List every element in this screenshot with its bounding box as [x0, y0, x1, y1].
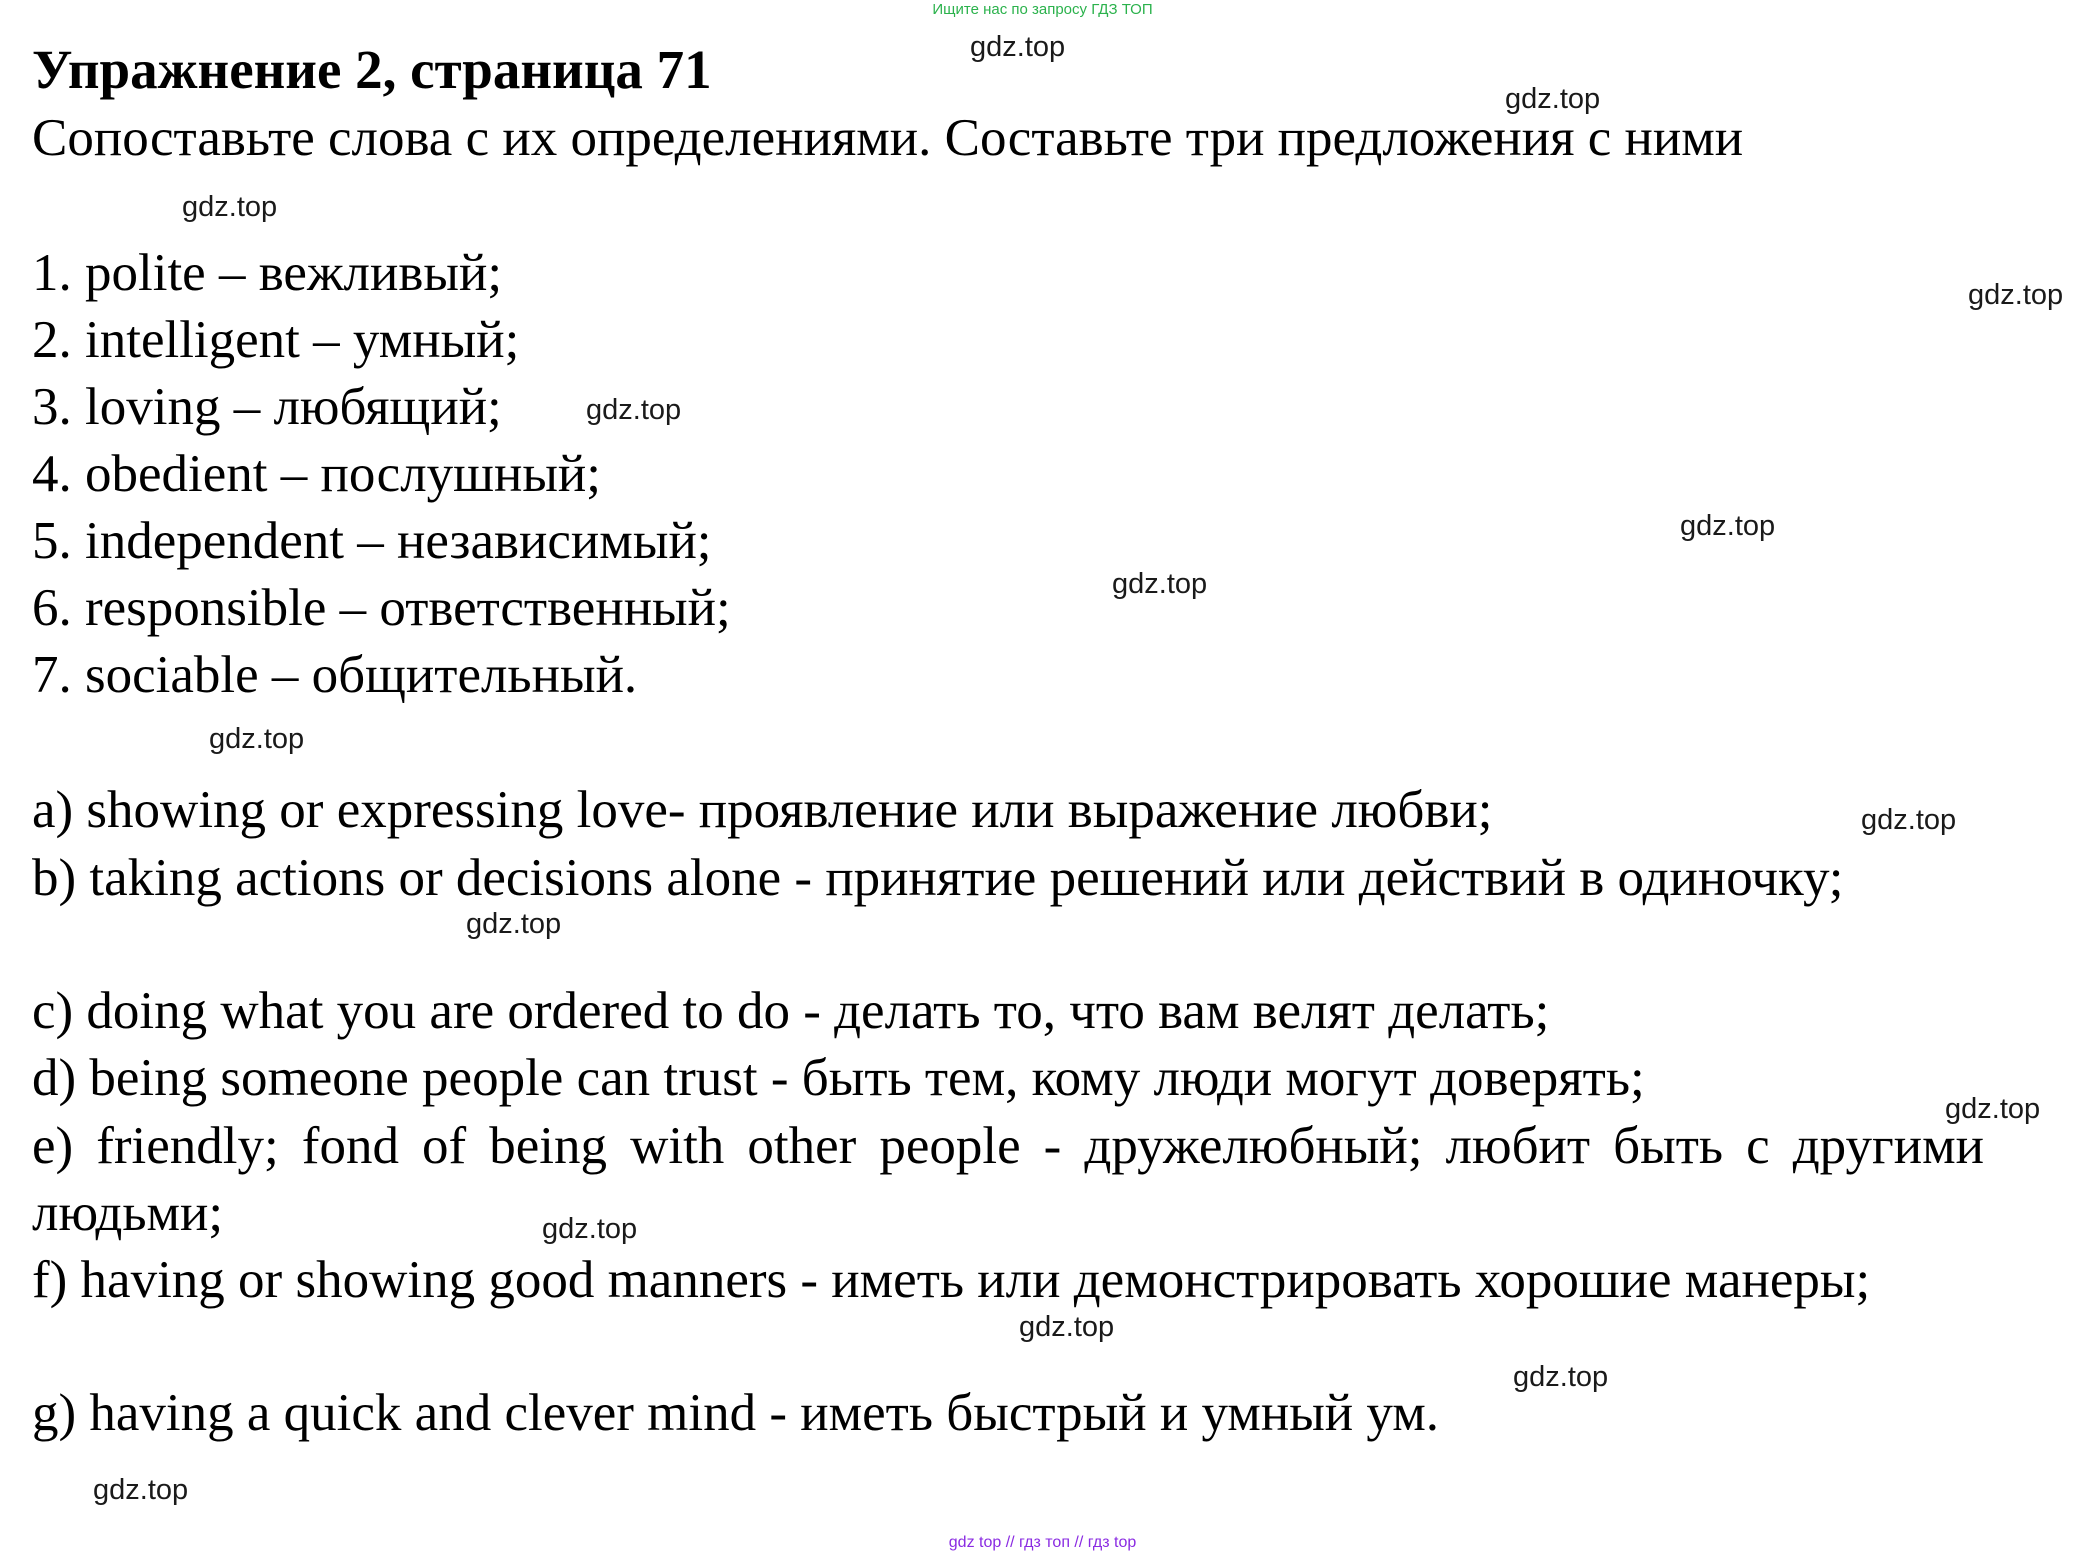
- word-item: 2. intelligent – умный;: [32, 311, 520, 369]
- watermark: gdz.top: [1019, 1311, 1115, 1343]
- watermark: gdz.top: [1945, 1093, 2041, 1125]
- definition-item: e) friendly; fond of being with other people - дружелюбный; любит быть с другими людьми;: [32, 1117, 1984, 1242]
- definition-item: f) having or showing good manners - иметь или демонстрировать хорошие манеры;: [32, 1251, 1871, 1309]
- watermark: gdz.top: [466, 908, 562, 940]
- watermark: gdz.top: [182, 191, 278, 223]
- watermark: gdz.top: [1968, 279, 2064, 311]
- exercise-instruction: Сопоставьте слова с их определениями. Составьте три предложения с ними: [32, 109, 1744, 167]
- definition-item: g) having a quick and clever mind - иметь быстрый и умный ум.: [32, 1384, 1440, 1442]
- definition-item: a) showing or expressing love- проявление или выражение любви;: [32, 781, 1493, 839]
- watermark: gdz.top: [1505, 83, 1601, 115]
- watermark: gdz.top: [1680, 510, 1776, 542]
- watermark: gdz.top: [1513, 1361, 1609, 1393]
- word-item: 6. responsible – ответственный;: [32, 579, 731, 637]
- word-item: 7. sociable – общительный.: [32, 646, 638, 704]
- watermark: gdz.top: [209, 723, 305, 755]
- footer-banner: gdz top // гдз топ // гдз top: [948, 1534, 1137, 1551]
- watermark: gdz.top: [542, 1213, 638, 1245]
- definition-item: d) being someone people can trust - быть тем, кому люди могут доверять;: [32, 1049, 1645, 1107]
- watermark: gdz.top: [93, 1474, 189, 1506]
- word-item: 4. obedient – послушный;: [32, 445, 602, 503]
- word-item: 5. independent – независимый;: [32, 512, 712, 570]
- page-title: Упражнение 2, страница 71: [32, 39, 712, 100]
- watermark: gdz.top: [1112, 568, 1208, 600]
- watermark: gdz.top: [586, 394, 682, 426]
- word-item: 1. polite – вежливый;: [32, 244, 503, 302]
- definition-item: c) doing what you are ordered to do - делать то, что вам велят делать;: [32, 982, 1550, 1040]
- top-banner: Ищите нас по запросу ГДЗ ТОП: [932, 1, 1153, 18]
- watermark: gdz.top: [970, 31, 1066, 63]
- word-item: 3. loving – любящий;: [32, 378, 502, 436]
- definition-item: b) taking actions or decisions alone - принятие решений или действий в одиночку;: [32, 849, 1844, 907]
- watermark: gdz.top: [1861, 804, 1957, 836]
